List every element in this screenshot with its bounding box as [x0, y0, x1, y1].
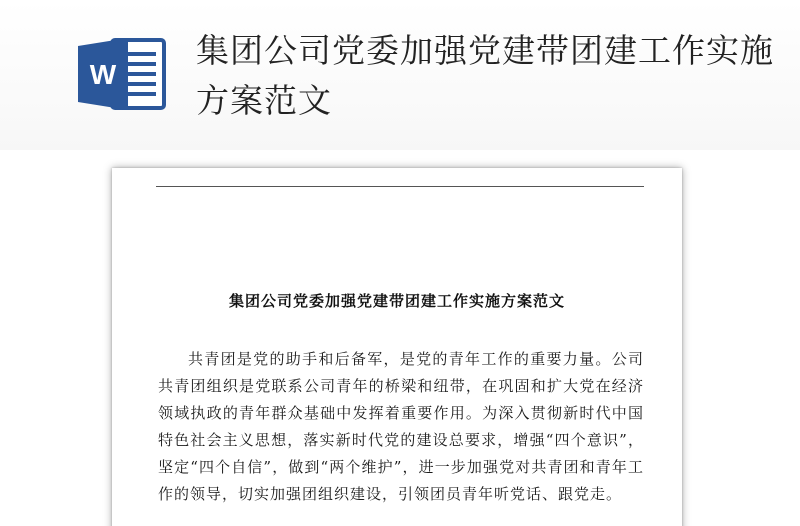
document-paragraph: 共青团是党的助手和后备军，是党的青年工作的重要力量。公司共青团组织是党联系公司青年的桥梁和纽带，在巩固和扩大党在经济领域执政的青年群众基础中发挥着重要作用。为深入贯彻新时代中国特色社会主义思想，落实新时代党的建设总要求，增强“四个意识”，坚定“四个自信”，做到“两个维护”，进一步加强党对共青团和青年工作的领导，切实加强团组织建设，引领团员青年听党话、跟党走。 [158, 350, 644, 503]
header-rule [156, 186, 644, 187]
document-page [112, 168, 682, 526]
page-title: 集团公司党委加强党建带团建工作实施方案范文 [196, 31, 774, 120]
document-heading: 集团公司党委加强党建带团建工作实施方案范文 [228, 292, 565, 310]
word-document-icon [76, 34, 168, 114]
header-banner [0, 0, 800, 150]
word-letter: W [89, 59, 117, 90]
